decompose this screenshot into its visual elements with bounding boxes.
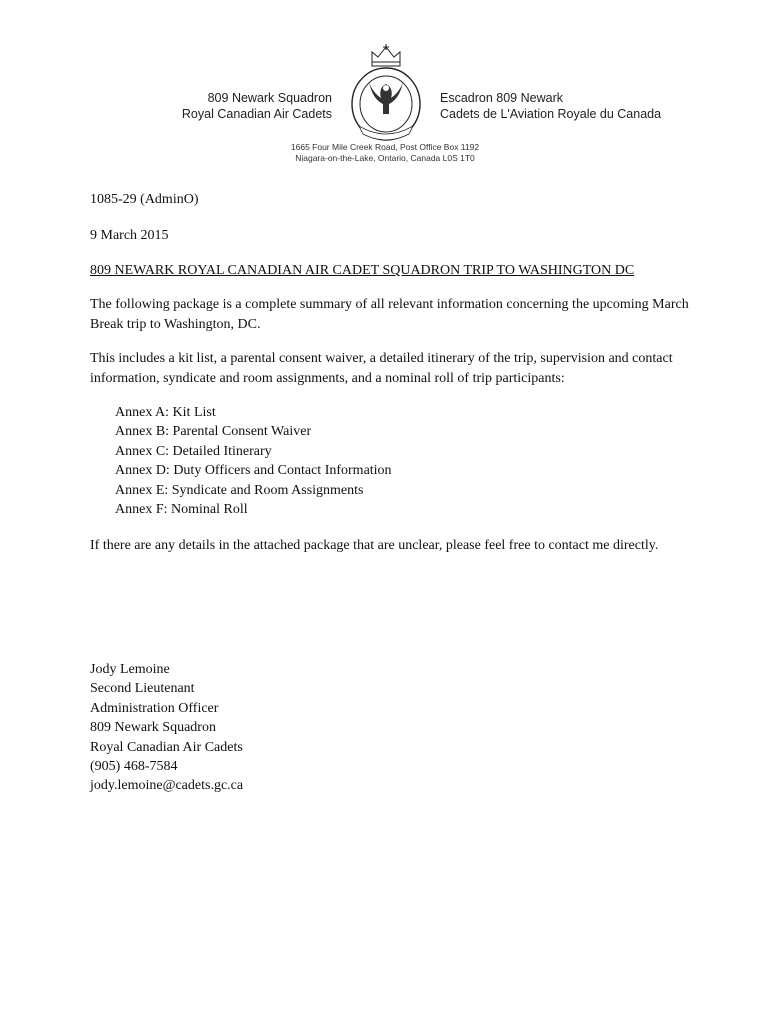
signatory-name: Jody Lemoine [90, 662, 170, 677]
annex-item: Annex D: Duty Officers and Contact Information [115, 463, 392, 479]
squadron-address [0, 142, 770, 164]
squadron-crest-icon [345, 42, 427, 146]
annex-item: Annex E: Syndicate and Room Assignments [115, 482, 364, 498]
signatory-email: jody.lemoine@cadets.gc.ca [90, 778, 244, 794]
annex-item: Annex F: Nominal Roll [115, 502, 248, 518]
signatory-organization: Royal Canadian Air Cadets [90, 739, 243, 755]
letter-date: 9 March 2015 [90, 228, 169, 243]
squadron-name-fr: Escadron 809 Newark [440, 91, 563, 105]
paragraph-closing: If there are any details in the attached package that are unclear, please feel free to contact me directly. [90, 538, 659, 553]
letterhead-french [440, 90, 661, 122]
file-reference: 1085-29 (AdminO) [90, 192, 199, 207]
letterhead [0, 40, 770, 180]
annex-list [115, 403, 392, 519]
annex-item: Annex B: Parental Consent Waiver [115, 424, 312, 440]
signatory-position: Administration Officer [90, 700, 219, 716]
annex-item: Annex C: Detailed Itinerary [115, 443, 272, 459]
squadron-name-en: 809 Newark Squadron [207, 91, 332, 105]
signatory-unit: 809 Newark Squadron [90, 720, 216, 736]
paragraph-intro: The following package is a complete summary of all relevant information concerning the upcoming March Break trip to Washington, DC. [90, 297, 689, 332]
signature-block [90, 660, 243, 796]
organization-name-fr: Cadets de L'Aviation Royale du Canada [440, 107, 662, 121]
address-line-2: Niagara-on-the-Lake, Ontario, Canada L0S 1T0 [295, 153, 475, 163]
address-line-1: 1665 Four Mile Creek Road, Post Office Box 1192 [290, 142, 480, 152]
annex-item: Annex A: Kit List [115, 405, 216, 420]
signatory-rank: Second Lieutenant [90, 681, 195, 697]
signatory-phone: (905) 468-7584 [90, 759, 178, 775]
letter-subject: 809 NEWARK ROYAL CANADIAN AIR CADET SQUADRON TRIP TO WASHINGTON DC [90, 263, 635, 278]
letterhead-english [182, 90, 332, 122]
paragraph-contents: This includes a kit list, a parental consent waiver, a detailed itinerary of the trip, supervision and contact information, syndicate and room assignments, and a nominal roll of trip participants: [90, 351, 673, 386]
organization-name-en: Royal Canadian Air Cadets [181, 107, 332, 121]
